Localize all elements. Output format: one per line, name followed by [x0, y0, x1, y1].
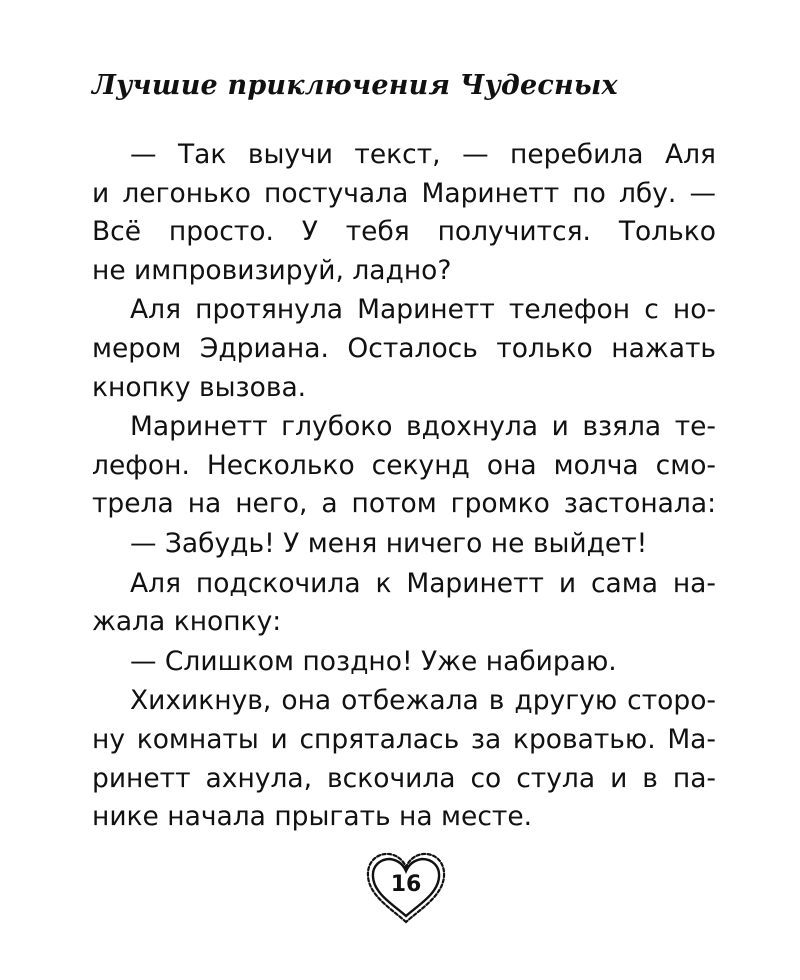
text-line: мером Эдриана. Осталось только нажать — [92, 332, 716, 364]
paragraph — [92, 525, 716, 564]
text-line: Аля подскочила к Маринетт и сама на- — [130, 567, 716, 599]
text-line: — Слишком поздно! Уже набираю. — [130, 645, 617, 677]
paragraph — [92, 643, 716, 682]
text-line: — Так выучи текст, — перебила Аля — [130, 139, 716, 170]
text-line: Всё просто. У тебя получится. Только — [92, 216, 716, 248]
text-line: ринетт ахнула, вскочила со стула и в па- — [92, 762, 716, 794]
text-line: Аля протянула Маринетт телефон с но- — [130, 294, 716, 326]
text-line: нике начала прыгать на месте. — [92, 801, 533, 833]
paragraph — [92, 565, 716, 642]
page-number: 16 — [390, 872, 422, 897]
paragraph — [92, 682, 716, 836]
text-line: ну комнаты и спряталась за кроватью. Ма- — [92, 723, 716, 755]
paragraph — [92, 408, 716, 524]
text-line: трела на него, а потом громко застонала: — [92, 488, 716, 520]
body-text — [92, 136, 716, 837]
text-line: жала кнопку: — [92, 606, 282, 638]
text-line: кнопку вызова. — [92, 371, 307, 403]
paragraph — [92, 136, 716, 290]
running-head: Лучшие приключения Чудесных — [92, 70, 618, 101]
text-line: — Забудь! У меня ничего не выйдет! — [130, 527, 648, 559]
page-number-ornament — [363, 848, 449, 926]
text-line: не импровизируй, ладно? — [92, 254, 452, 286]
text-line: Хихикнув, она отбежала в другую сторо- — [130, 685, 716, 717]
text-line: и легонько постучала Маринетт по лбу. — — [92, 177, 716, 209]
text-line: Маринетт глубоко вдохнула и взяла те- — [130, 411, 716, 443]
paragraph — [92, 291, 716, 407]
text-line: лефон. Несколько секунд она молча смо- — [92, 449, 716, 481]
